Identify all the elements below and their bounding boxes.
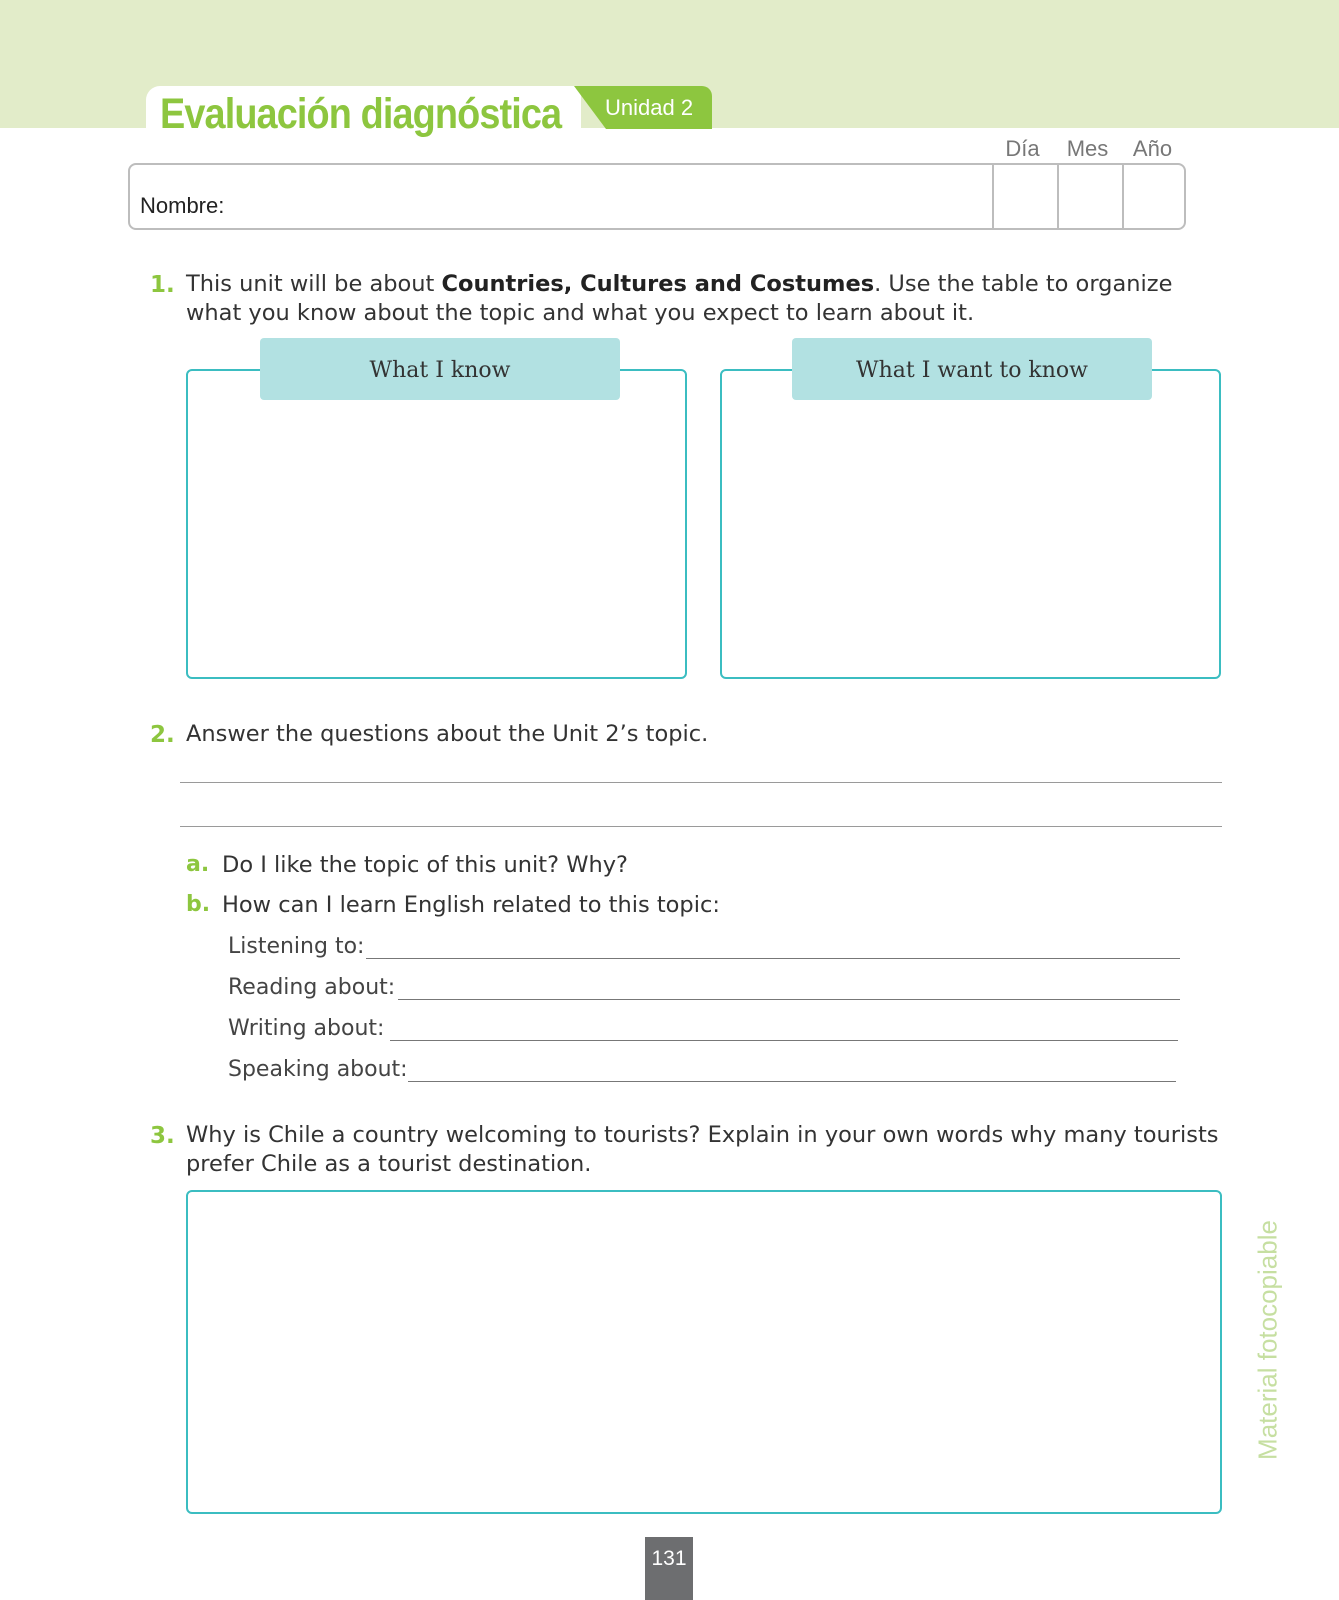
photocopiable-note: Material fotocopiable bbox=[1252, 1220, 1283, 1460]
question-2-number: 2. bbox=[150, 722, 175, 748]
speaking-label: Speaking about: bbox=[228, 1057, 408, 1082]
what-i-know-header: What I know bbox=[260, 338, 620, 400]
writing-label: Writing about: bbox=[228, 1016, 385, 1041]
reading-label: Reading about: bbox=[228, 975, 396, 1000]
what-i-want-to-know-box[interactable] bbox=[720, 369, 1221, 679]
question-2-text: Answer the questions about the Unit 2’s topic. bbox=[186, 721, 709, 747]
name-label: Nombre: bbox=[140, 193, 225, 218]
answer-line[interactable] bbox=[180, 782, 1222, 783]
month-label: Mes bbox=[1066, 136, 1109, 161]
question-3-answer-box[interactable] bbox=[186, 1190, 1222, 1514]
question-3-number: 3. bbox=[150, 1123, 175, 1149]
date-divider bbox=[1122, 165, 1124, 228]
question-1-number: 1. bbox=[150, 272, 175, 298]
reading-line[interactable] bbox=[398, 999, 1180, 1000]
speaking-line[interactable] bbox=[408, 1081, 1176, 1082]
answer-line[interactable] bbox=[180, 826, 1222, 827]
year-label: Año bbox=[1132, 136, 1173, 161]
date-divider bbox=[992, 165, 994, 228]
item-b-letter: b. bbox=[186, 892, 211, 917]
question-3-text: Why is Chile a country welcoming to tourists? Explain in your own words why many tourists prefer Chile as a tourist destination. bbox=[186, 1122, 1219, 1177]
item-b-text: How can I learn English related to this topic: bbox=[222, 892, 720, 918]
page-title: Evaluación diagnóstica bbox=[160, 90, 562, 138]
question-1-text: This unit will be about Countries, Cultures and Costumes. Use the table to organize what you know about the topic and what you expect to learn about it. bbox=[186, 271, 1173, 326]
item-a-text: Do I like the topic of this unit? Why? bbox=[222, 852, 628, 878]
listening-label: Listening to: bbox=[228, 934, 365, 959]
writing-line[interactable] bbox=[390, 1040, 1178, 1041]
name-field-box bbox=[128, 163, 1186, 230]
what-i-know-box[interactable] bbox=[186, 369, 687, 679]
date-divider bbox=[1057, 165, 1059, 228]
what-i-want-to-know-header: What I want to know bbox=[792, 338, 1152, 400]
item-a-letter: a. bbox=[186, 852, 210, 877]
page-number: 131 bbox=[651, 1547, 687, 1570]
listening-line[interactable] bbox=[366, 958, 1180, 959]
day-label: Día bbox=[1005, 136, 1040, 161]
unit-label: Unidad 2 bbox=[605, 95, 694, 120]
